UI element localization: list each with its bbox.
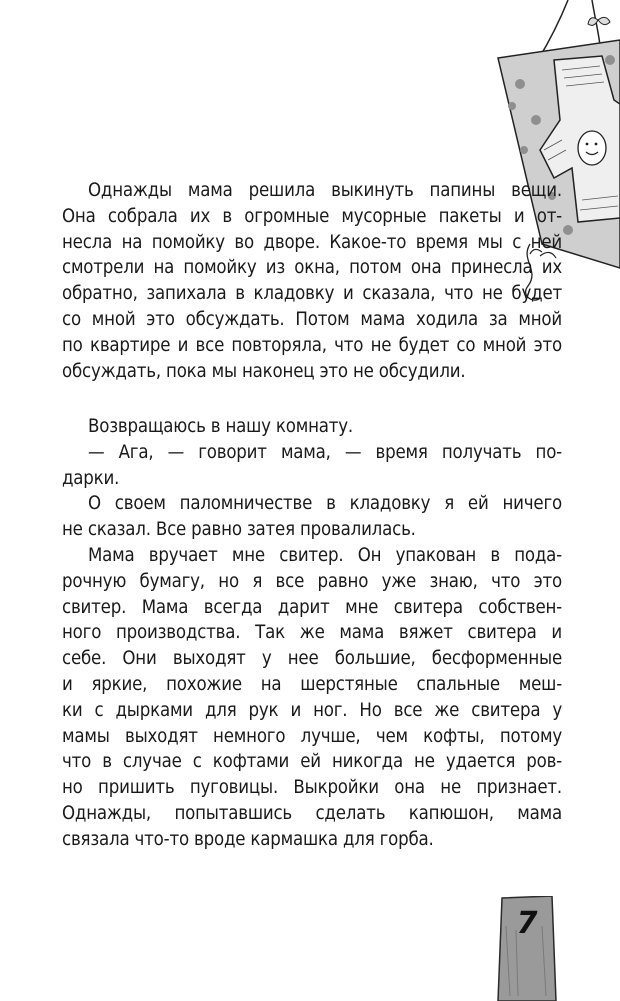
text-line: дарки. [62, 467, 120, 489]
text-line: ного производства. Так же мама вяжет свитера и [62, 622, 562, 644]
text-line: Однажды, попытавшись сделать капюшон, мама [62, 802, 562, 824]
text-line: и яркие, похожие на шерстяные спальные меш- [62, 673, 562, 695]
text-line: Однажды мама решила выкинуть папины вещи. [88, 180, 562, 201]
bow-icon [588, 17, 610, 25]
text-line: связала что-то вроде кармашка для горба. [62, 828, 434, 850]
text-line: ки с дырками для рук и ног. Но все же свитера у [62, 699, 562, 721]
text-line: что в случае с кофтами ей никогда не удается ров- [62, 751, 562, 773]
page-number-tab [496, 896, 558, 1001]
page-number: 7 [516, 906, 538, 941]
text-line: мамы выходят немного лучше, чем кофты, потому [62, 725, 562, 747]
paragraph-2 [62, 414, 562, 853]
text-line: Возвращаюсь в нашу комнату. [88, 416, 353, 437]
text-line: себе. Они выходят у нее большие, бесформенные [62, 648, 562, 670]
text-line: со мной это обсуждать. Потом мама ходила за мной [62, 308, 562, 330]
text-line: рочную бумагу, но я все равно уже знаю, что это [62, 570, 562, 592]
text-line: не сказал. Все равно затея провалилась. [62, 519, 416, 541]
paragraph-1 [62, 178, 562, 384]
text-line: смотрели на помойку из окна, потом она принесла их [62, 257, 562, 279]
text-line: О своем паломничестве в кладовку я ей ничего [88, 493, 562, 515]
smiling-face [578, 131, 606, 165]
text-line: несла на помойку во дворе. Какое-то время мы с ней [62, 231, 562, 253]
text-line: обратно, запихала в кладовку и сказала, что не будет [62, 283, 562, 305]
text-line: — Ага, — говорит мама, — время получать по- [88, 441, 562, 463]
text-line: Мама вручает мне свитер. Он упакован в пода- [88, 544, 562, 566]
text-line: обсуждать, пока мы наконец это не обсудили. [62, 360, 466, 382]
text-line: по квартире и все повторяла, что не будет со мной это [62, 334, 562, 356]
text-line: Она собрала их в огромные мусорные пакеты и от- [62, 205, 562, 227]
text-line: свитер. Мама всегда дарит мне свитера собствен- [62, 596, 562, 618]
text-line: но пришить пуговицы. Выкройки она не признает. [62, 777, 562, 799]
